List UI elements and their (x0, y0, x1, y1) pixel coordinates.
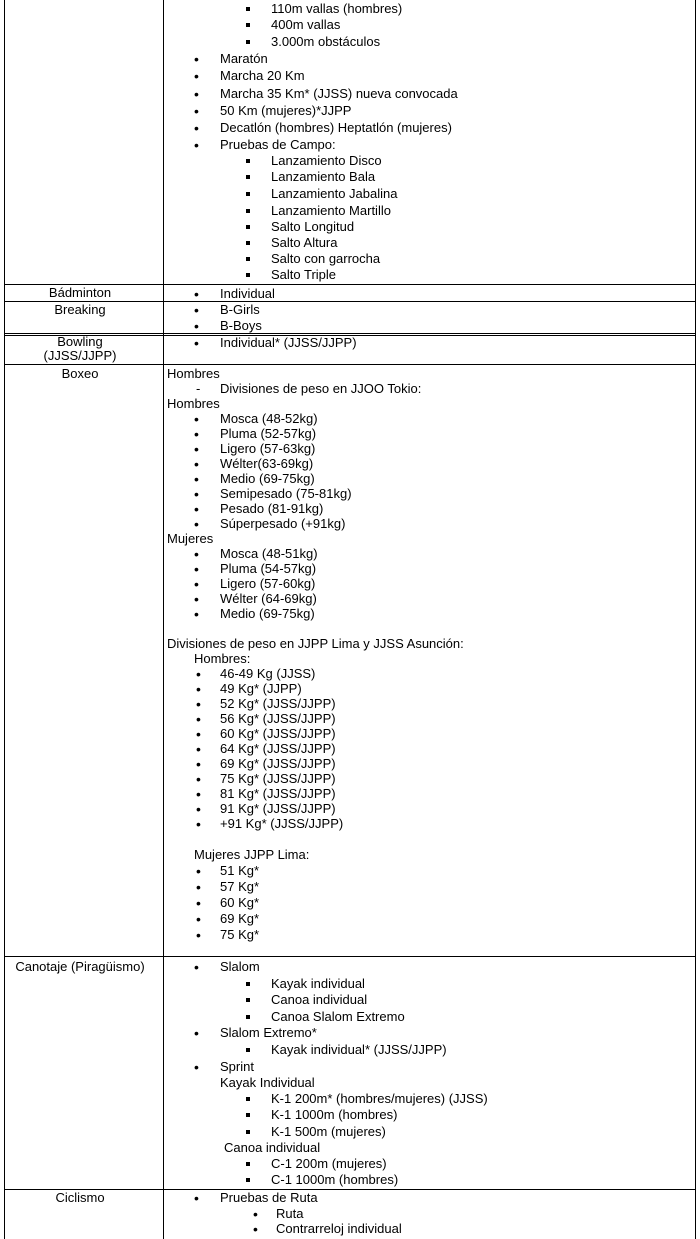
list-item: 52 Kg* (JJSS/JJPP) (220, 696, 336, 711)
bullet (194, 103, 199, 120)
bullet (246, 1009, 250, 1025)
list-item: Medio (69-75kg) (220, 471, 315, 486)
bullet (194, 137, 199, 154)
list-item: Sprint (220, 1059, 254, 1074)
bullet (246, 1042, 250, 1058)
bullet (246, 267, 250, 283)
bullet (246, 203, 250, 219)
bullet (246, 1091, 250, 1107)
list-item: B-Girls (220, 302, 260, 317)
bullet (196, 927, 201, 944)
bullet (194, 335, 199, 352)
bullet (194, 1025, 199, 1042)
bullet (196, 816, 201, 833)
sport-name: Bowling (57, 334, 103, 349)
sport-name: Breaking (54, 302, 106, 317)
list-item: 51 Kg* (220, 863, 260, 878)
list-item: Medio (69-75kg) (220, 606, 315, 621)
list-item: Canoa individual (271, 992, 368, 1007)
list-item: Pluma (54-57kg) (220, 561, 317, 576)
list-item: 57 Kg* (220, 879, 260, 894)
list-item: C-1 200m (mujeres) (271, 1156, 387, 1171)
section-heading: Hombres (167, 396, 220, 411)
list-item: +91 Kg* (JJSS/JJPP) (220, 816, 344, 831)
bullet (194, 1059, 199, 1076)
list-item: Salto Triple (271, 267, 337, 282)
list-item: Ruta (276, 1206, 304, 1221)
list-item: 400m vallas (271, 17, 341, 32)
sport-name-qualifier: (JJSS/JJPP) (43, 348, 117, 363)
list-item: K-1 200m* (hombres/mujeres) (JJSS) (271, 1091, 488, 1106)
sport-name: Boxeo (61, 366, 99, 381)
bullet (246, 1, 250, 17)
bullet (194, 1190, 199, 1207)
section-heading: Mujeres (167, 531, 214, 546)
section-heading: Mujeres JJPP Lima: (194, 847, 310, 862)
bullet (194, 86, 199, 103)
list-item: 49 Kg* (JJPP) (220, 681, 302, 696)
list-item: 56 Kg* (JJSS/JJPP) (220, 711, 336, 726)
bullet (246, 153, 250, 169)
list-item: Ligero (57-63kg) (220, 441, 316, 456)
list-item: Lanzamiento Martillo (271, 203, 391, 218)
row-divider (4, 364, 696, 365)
bullet (194, 606, 199, 623)
list-item: Lanzamiento Disco (271, 153, 382, 168)
bullet (194, 68, 199, 85)
list-item: Individual* (JJSS/JJPP) (220, 335, 357, 350)
list-item: B-Boys (220, 318, 262, 333)
list-item: K-1 500m (mujeres) (271, 1124, 386, 1139)
list-item: 64 Kg* (JJSS/JJPP) (220, 741, 336, 756)
list-item: Mosca (48-52kg) (220, 411, 318, 426)
list-item: 81 Kg* (JJSS/JJPP) (220, 786, 336, 801)
bullet (246, 992, 250, 1008)
list-item: 110m vallas (hombres) (271, 1, 403, 16)
list-item: Lanzamiento Bala (271, 169, 376, 184)
bullet (194, 120, 199, 137)
list-item: 75 Kg* (220, 927, 260, 942)
bullet (196, 863, 201, 880)
list-item: 3.000m obstáculos (271, 34, 381, 49)
list-item: Marcha 20 Km (220, 68, 305, 83)
list-item: Ligero (57-60kg) (220, 576, 316, 591)
sport-name: Canotaje (Piragüismo) (15, 959, 145, 974)
section-heading: Divisiones de peso en JJPP Lima y JJSS Asunción: (167, 636, 464, 651)
table-border-right (695, 0, 696, 1239)
bullet (246, 186, 250, 202)
bullet (246, 251, 250, 267)
bullet (196, 911, 201, 928)
list-item: Slalom Extremo* (220, 1025, 317, 1040)
sport-name: Ciclismo (55, 1190, 105, 1205)
list-item: Maratón (220, 51, 268, 66)
list-item: K-1 1000m (hombres) (271, 1107, 398, 1122)
list-item: Pluma (52-57kg) (220, 426, 317, 441)
list-item: 91 Kg* (JJSS/JJPP) (220, 801, 336, 816)
bullet (246, 219, 250, 235)
section-heading: Kayak Individual (220, 1075, 315, 1090)
bullet (246, 1172, 250, 1188)
list-item: Marcha 35 Km* (JJSS) nueva convocada (220, 86, 458, 101)
list-item: Salto Longitud (271, 219, 355, 234)
bullet (246, 1156, 250, 1172)
list-item: 69 Kg* (JJSS/JJPP) (220, 756, 336, 771)
list-item: Divisiones de peso en JJOO Tokio: (220, 381, 422, 396)
list-item: 60 Kg* (220, 895, 260, 910)
list-item: 46-49 Kg (JJSS) (220, 666, 316, 681)
list-item: 69 Kg* (220, 911, 260, 926)
section-heading: Hombres (167, 366, 220, 381)
bullet (246, 169, 250, 185)
list-item: Kayak individual* (JJSS/JJPP) (271, 1042, 447, 1057)
list-item: Mosca (48-51kg) (220, 546, 318, 561)
list-item: Contrarreloj individual (276, 1221, 402, 1236)
bullet (196, 895, 201, 912)
bullet (246, 34, 250, 50)
section-heading: Hombres: (194, 651, 251, 666)
list-item: Salto Altura (271, 235, 338, 250)
bullet (246, 235, 250, 251)
bullet (253, 1221, 258, 1238)
section-heading: Canoa individual (224, 1140, 321, 1155)
column-divider (163, 0, 164, 1239)
bullet (194, 302, 199, 319)
bullet (194, 286, 199, 303)
bullet (196, 879, 201, 896)
list-item: Wélter (64-69kg) (220, 591, 317, 606)
bullet (194, 51, 199, 68)
list-item: Decatlón (hombres) Heptatlón (mujeres) (220, 120, 452, 135)
list-item: Pruebas de Ruta (220, 1190, 318, 1205)
table-border-left (4, 0, 5, 1239)
list-item: Pruebas de Campo: (220, 137, 336, 152)
sport-name: Bádminton (48, 285, 112, 300)
list-item: 50 Km (mujeres)*JJPP (220, 103, 352, 118)
bullet (194, 318, 199, 335)
bullet (194, 959, 199, 976)
list-item: Wélter(63-69kg) (220, 456, 314, 471)
list-item: Lanzamiento Jabalina (271, 186, 398, 201)
bullet (246, 1107, 250, 1123)
bullet (246, 976, 250, 992)
list-item: 60 Kg* (JJSS/JJPP) (220, 726, 336, 741)
list-item: Canoa Slalom Extremo (271, 1009, 405, 1024)
list-item: Pesado (81-91kg) (220, 501, 324, 516)
list-item: Súperpesado (+91kg) (220, 516, 346, 531)
list-item: Kayak individual (271, 976, 365, 991)
list-item: Individual (220, 286, 275, 301)
dash-bullet (196, 381, 200, 397)
list-item: Slalom (220, 959, 260, 974)
list-item: Semipesado (75-81kg) (220, 486, 352, 501)
list-item: 75 Kg* (JJSS/JJPP) (220, 771, 336, 786)
list-item: Salto con garrocha (271, 251, 381, 266)
bullet (246, 17, 250, 33)
bullet (246, 1124, 250, 1140)
list-item: C-1 1000m (hombres) (271, 1172, 399, 1187)
row-divider (4, 956, 696, 957)
